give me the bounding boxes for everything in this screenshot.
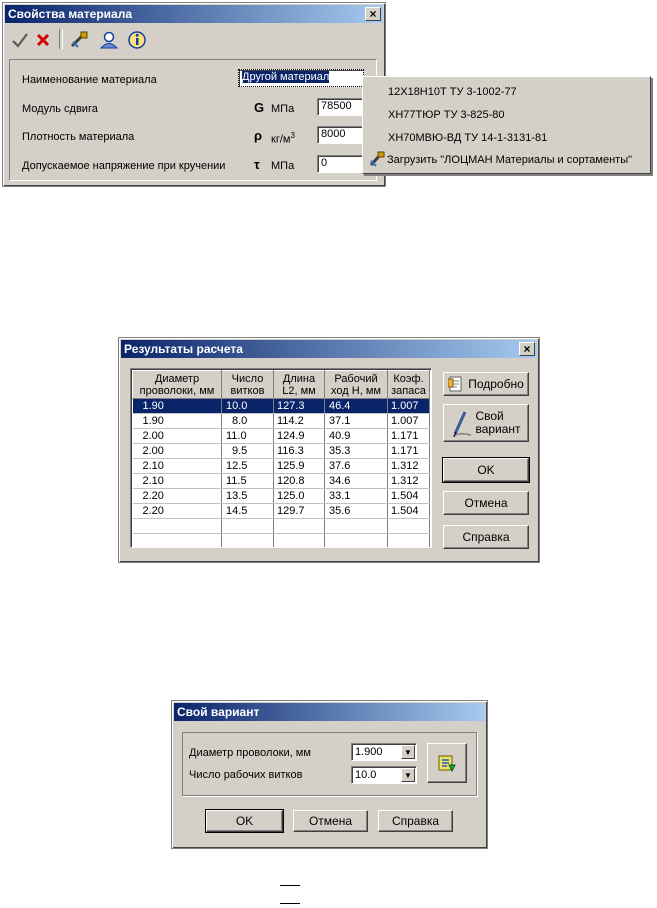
stress-symbol: τ <box>254 157 260 172</box>
custom-variant-label <box>475 410 520 436</box>
results-dialog-title: Результаты расчета <box>124 342 243 356</box>
col-header-turns-l2: витков <box>230 384 265 397</box>
check-icon[interactable] <box>11 32 29 48</box>
table-cell: 125.9 <box>274 459 325 474</box>
col-header-length[interactable] <box>274 371 325 399</box>
ok-button[interactable]: OK <box>443 458 529 482</box>
col-header-stroke-l2: ход H, мм <box>331 384 381 397</box>
diameter-value: 1.900 <box>355 746 383 758</box>
help-button[interactable]: Справка <box>443 525 529 549</box>
custom-variant-label-1: Свой <box>475 409 504 423</box>
table-cell <box>222 534 274 549</box>
table-cell: 1.504 <box>388 489 430 504</box>
table-cell: 34.6 <box>325 474 388 489</box>
custom-variant-button[interactable] <box>443 404 529 442</box>
table-cell <box>133 534 222 549</box>
table-cell: 2.10 <box>133 474 222 489</box>
table-row-empty <box>133 519 430 534</box>
col-header-length-l1: Длина <box>282 372 316 385</box>
menu-item-material-1[interactable]: 12Х18Н10Т ТУ 3-1002-77 <box>388 86 517 98</box>
results-dialog-titlebar[interactable] <box>121 340 537 358</box>
chevron-down-icon[interactable]: ▼ <box>401 768 415 782</box>
custom-help-button[interactable]: Справка <box>378 810 453 832</box>
col-header-turns-l1: Число <box>231 372 264 385</box>
cancel-button[interactable]: Отмена <box>443 491 529 515</box>
col-header-diameter[interactable] <box>133 371 222 399</box>
results-dialog <box>118 337 540 563</box>
load-database-icon <box>368 151 386 167</box>
table-row[interactable] <box>133 429 430 444</box>
material-name-field[interactable] <box>238 69 364 87</box>
results-dialog-close-button[interactable]: × <box>519 342 535 356</box>
user-icon[interactable] <box>99 30 119 50</box>
table-cell: 1.171 <box>388 444 430 459</box>
menu-item-material-3[interactable]: ХН70МВЮ-ВД ТУ 14-1-3131-81 <box>388 132 548 144</box>
table-cell: 1.007 <box>388 414 430 429</box>
table-cell: 10.0 <box>222 399 274 414</box>
col-header-stroke[interactable] <box>325 371 388 399</box>
table-cell <box>325 534 388 549</box>
document-icon <box>448 376 464 392</box>
material-popup-menu <box>362 76 651 174</box>
divider-mark-1 <box>280 885 300 886</box>
table-row[interactable] <box>133 399 430 414</box>
table-cell: 2.20 <box>133 504 222 519</box>
turns-label: Число рабочих витков <box>189 769 303 781</box>
table-cell: 1.312 <box>388 474 430 489</box>
menu-item-load-locman[interactable]: Загрузить "ЛОЦМАН Материалы и сортаменты" <box>387 154 633 166</box>
table-cell <box>133 519 222 534</box>
material-dialog-close-button[interactable]: × <box>365 7 381 21</box>
table-cell <box>274 534 325 549</box>
stress-unit: МПа <box>271 160 295 172</box>
table-cell <box>274 519 325 534</box>
table-row[interactable] <box>133 489 430 504</box>
shear-unit: МПа <box>271 103 295 115</box>
table-cell: 1.504 <box>388 504 430 519</box>
material-dialog-titlebar[interactable] <box>5 5 383 23</box>
stress-input[interactable]: 0 <box>317 155 367 173</box>
material-tool-icon[interactable] <box>69 30 89 50</box>
calculate-button[interactable] <box>427 743 467 783</box>
stress-label: Допускаемое напряжение при кручении <box>22 160 226 172</box>
density-unit <box>271 131 295 146</box>
table-cell <box>222 519 274 534</box>
table-cell: 127.3 <box>274 399 325 414</box>
col-header-safety-l1: Коэф. <box>393 372 424 385</box>
table-cell: 116.3 <box>274 444 325 459</box>
table-row[interactable] <box>133 444 430 459</box>
table-cell: 37.6 <box>325 459 388 474</box>
custom-variant-titlebar[interactable] <box>174 703 485 721</box>
table-cell: 11.0 <box>222 429 274 444</box>
details-button-label: Подробно <box>468 377 524 391</box>
diameter-select[interactable] <box>351 743 417 761</box>
col-header-turns[interactable] <box>222 371 274 399</box>
table-cell: 125.0 <box>274 489 325 504</box>
table-cell: 40.9 <box>325 429 388 444</box>
table-cell: 129.7 <box>274 504 325 519</box>
custom-variant-title: Свой вариант <box>177 705 260 719</box>
diameter-label: Диаметр проволоки, мм <box>189 747 311 759</box>
table-cell: 9.5 <box>222 444 274 459</box>
col-header-safety-l2: запаса <box>391 384 426 397</box>
col-header-diameter-l2: проволоки, мм <box>139 384 215 397</box>
turns-select[interactable] <box>351 766 417 784</box>
material-name-value: Другой материал <box>242 71 330 83</box>
table-cell: 46.4 <box>325 399 388 414</box>
col-header-diameter-l1: Диаметр <box>154 372 200 385</box>
table-cell: 33.1 <box>325 489 388 504</box>
custom-cancel-button[interactable]: Отмена <box>293 810 368 832</box>
shear-modulus-input[interactable]: 78500 <box>317 98 367 116</box>
density-unit-exponent: 3 <box>290 131 295 140</box>
table-cell: 1.90 <box>133 399 222 414</box>
details-button[interactable] <box>443 372 529 396</box>
table-cell: 14.5 <box>222 504 274 519</box>
table-cell <box>388 519 430 534</box>
table-cell: 1.007 <box>388 399 430 414</box>
turns-value: 10.0 <box>355 769 377 781</box>
table-row-filler <box>133 534 430 549</box>
table-cell <box>325 519 388 534</box>
table-row[interactable] <box>133 459 430 474</box>
density-input[interactable]: 8000 <box>317 126 367 144</box>
col-header-safety[interactable] <box>388 371 430 399</box>
density-label: Плотность материала <box>22 131 135 143</box>
results-table-frame <box>130 368 432 548</box>
table-cell: 35.6 <box>325 504 388 519</box>
shear-label: Модуль сдвига <box>22 103 98 115</box>
divider-mark-2 <box>280 903 300 904</box>
chevron-down-icon[interactable]: ▼ <box>401 745 415 759</box>
table-cell: 8.0 <box>222 414 274 429</box>
material-panel <box>9 59 377 181</box>
name-label: Наименование материала <box>22 74 157 86</box>
table-cell: 37.1 <box>325 414 388 429</box>
toolbar-separator <box>59 29 63 49</box>
table-cell: 13.5 <box>222 489 274 504</box>
table-row[interactable] <box>133 504 430 519</box>
table-cell: 2.00 <box>133 429 222 444</box>
table-cell: 2.20 <box>133 489 222 504</box>
results-table <box>132 370 430 548</box>
custom-variant-label-2: вариант <box>475 422 521 436</box>
custom-ok-button[interactable]: OK <box>206 810 283 832</box>
table-cell: 2.10 <box>133 459 222 474</box>
cancel-x-icon[interactable] <box>35 32 51 48</box>
table-cell: 124.9 <box>274 429 325 444</box>
density-symbol: ρ <box>254 128 263 143</box>
table-cell: 1.171 <box>388 429 430 444</box>
col-header-stroke-l1: Рабочий <box>334 372 378 385</box>
custom-variant-dialog <box>171 700 488 849</box>
density-unit-base: кг/м <box>271 133 291 146</box>
table-cell: 12.5 <box>222 459 274 474</box>
menu-item-material-2[interactable]: ХН77ТЮР ТУ 3-825-80 <box>388 109 505 121</box>
table-cell: 35.3 <box>325 444 388 459</box>
table-cell: 1.90 <box>133 414 222 429</box>
shear-symbol: G <box>254 100 265 115</box>
material-dialog-title: Свойства материала <box>8 7 132 21</box>
results-header-row <box>133 371 430 399</box>
table-cell: 11.5 <box>222 474 274 489</box>
table-cell: 120.8 <box>274 474 325 489</box>
table-cell <box>388 534 430 549</box>
material-toolbar <box>7 27 379 53</box>
table-row[interactable] <box>133 474 430 489</box>
table-cell: 114.2 <box>274 414 325 429</box>
table-cell: 2.00 <box>133 444 222 459</box>
pencil-icon <box>451 408 473 438</box>
table-cell: 1.312 <box>388 459 430 474</box>
info-icon[interactable] <box>127 30 147 50</box>
col-header-length-l2: L2, мм <box>282 384 316 397</box>
calculate-icon <box>437 753 457 773</box>
material-dialog <box>2 2 386 187</box>
table-row[interactable] <box>133 414 430 429</box>
